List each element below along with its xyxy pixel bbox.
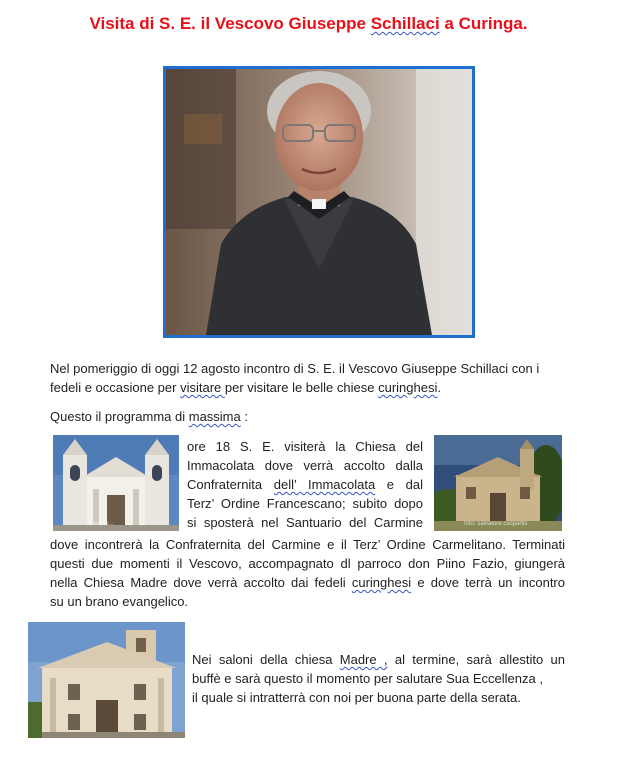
document-title [0, 14, 617, 34]
para1-line-3 [187, 475, 423, 494]
para2-line-2: buffè e sarà questo il momento per salutare Sua Eccellenza , [192, 671, 543, 686]
chiesa-madre-photo [28, 622, 185, 738]
para1-line-9: su un brano evangelico. [50, 594, 189, 609]
para1-line-8 [50, 573, 565, 592]
bishop-portrait [163, 66, 475, 338]
para1-line-1: ore 18 S. E. visiterà la Chiesa del [187, 439, 423, 454]
title-name: Schillaci [370, 14, 440, 33]
para1-line-2: Immacolata dove verrà accolto dalla [187, 458, 423, 473]
watermark-immacolata: calabre... [89, 521, 114, 527]
para1-text: Confraternita [187, 477, 274, 492]
para2-line-3: il quale si intratterrà con noi per buona parte della serata. [192, 690, 521, 705]
para2-text: Nei saloni della chiesa [192, 652, 340, 667]
para1-line-5: si sposterà nel Santuario del Carmine [187, 515, 423, 530]
programma-prefix: Questo il programma di [50, 409, 189, 424]
title-prefix: Visita di S. E. il Vescovo Giuseppe [89, 14, 371, 33]
para1-immacolata: dell’ Immacolata [273, 477, 376, 492]
programma-massima: massima [188, 409, 241, 424]
para1-line-7: questi due momenti il Vescovo, accompagnato dl parroco don Piino Fazio, giungerà [50, 556, 565, 571]
intro-text-2: per visitare le belle chiese [224, 380, 379, 395]
para1-text-3: nella Chiesa Madre dove verrà accolto dai fedeli [50, 575, 352, 590]
programma-line [50, 407, 248, 426]
para1-text-2: e dal [375, 477, 423, 492]
intro-line-2 [50, 378, 441, 397]
immacolata-church-photo [53, 435, 179, 531]
intro-visitare: visitare [180, 380, 225, 395]
intro-line-1: Nel pomeriggio di oggi 12 agosto incontro di S. E. il Vescovo Giuseppe Schillaci con i [50, 361, 540, 376]
para1-line-6: dove incontrerà la Confraternita del Carmine e il Terz’ Ordine Carmelitano. Terminati [50, 537, 565, 552]
para1-curinghesi: curinghesi [351, 575, 412, 590]
intro-period: . [437, 380, 441, 395]
para1-line-4: Terz’ Ordine Francescano; subito dopo [187, 496, 423, 511]
intro-curinghesi: curinghesi [378, 380, 438, 395]
watermark-carmine: foto: salvatore caspartis [464, 521, 528, 527]
para2-madre: Madre , [339, 652, 388, 667]
intro-text: fedeli e occasione per [50, 380, 181, 395]
carmine-sanctuary-photo [434, 435, 562, 531]
programma-suffix: : [240, 409, 248, 424]
para1-text-4: e dove terrà un incontro [411, 575, 565, 590]
para2-line-1 [192, 650, 565, 669]
para2-text-2: al termine, sarà allestito un [387, 652, 566, 667]
title-suffix: a Curinga. [439, 14, 528, 33]
